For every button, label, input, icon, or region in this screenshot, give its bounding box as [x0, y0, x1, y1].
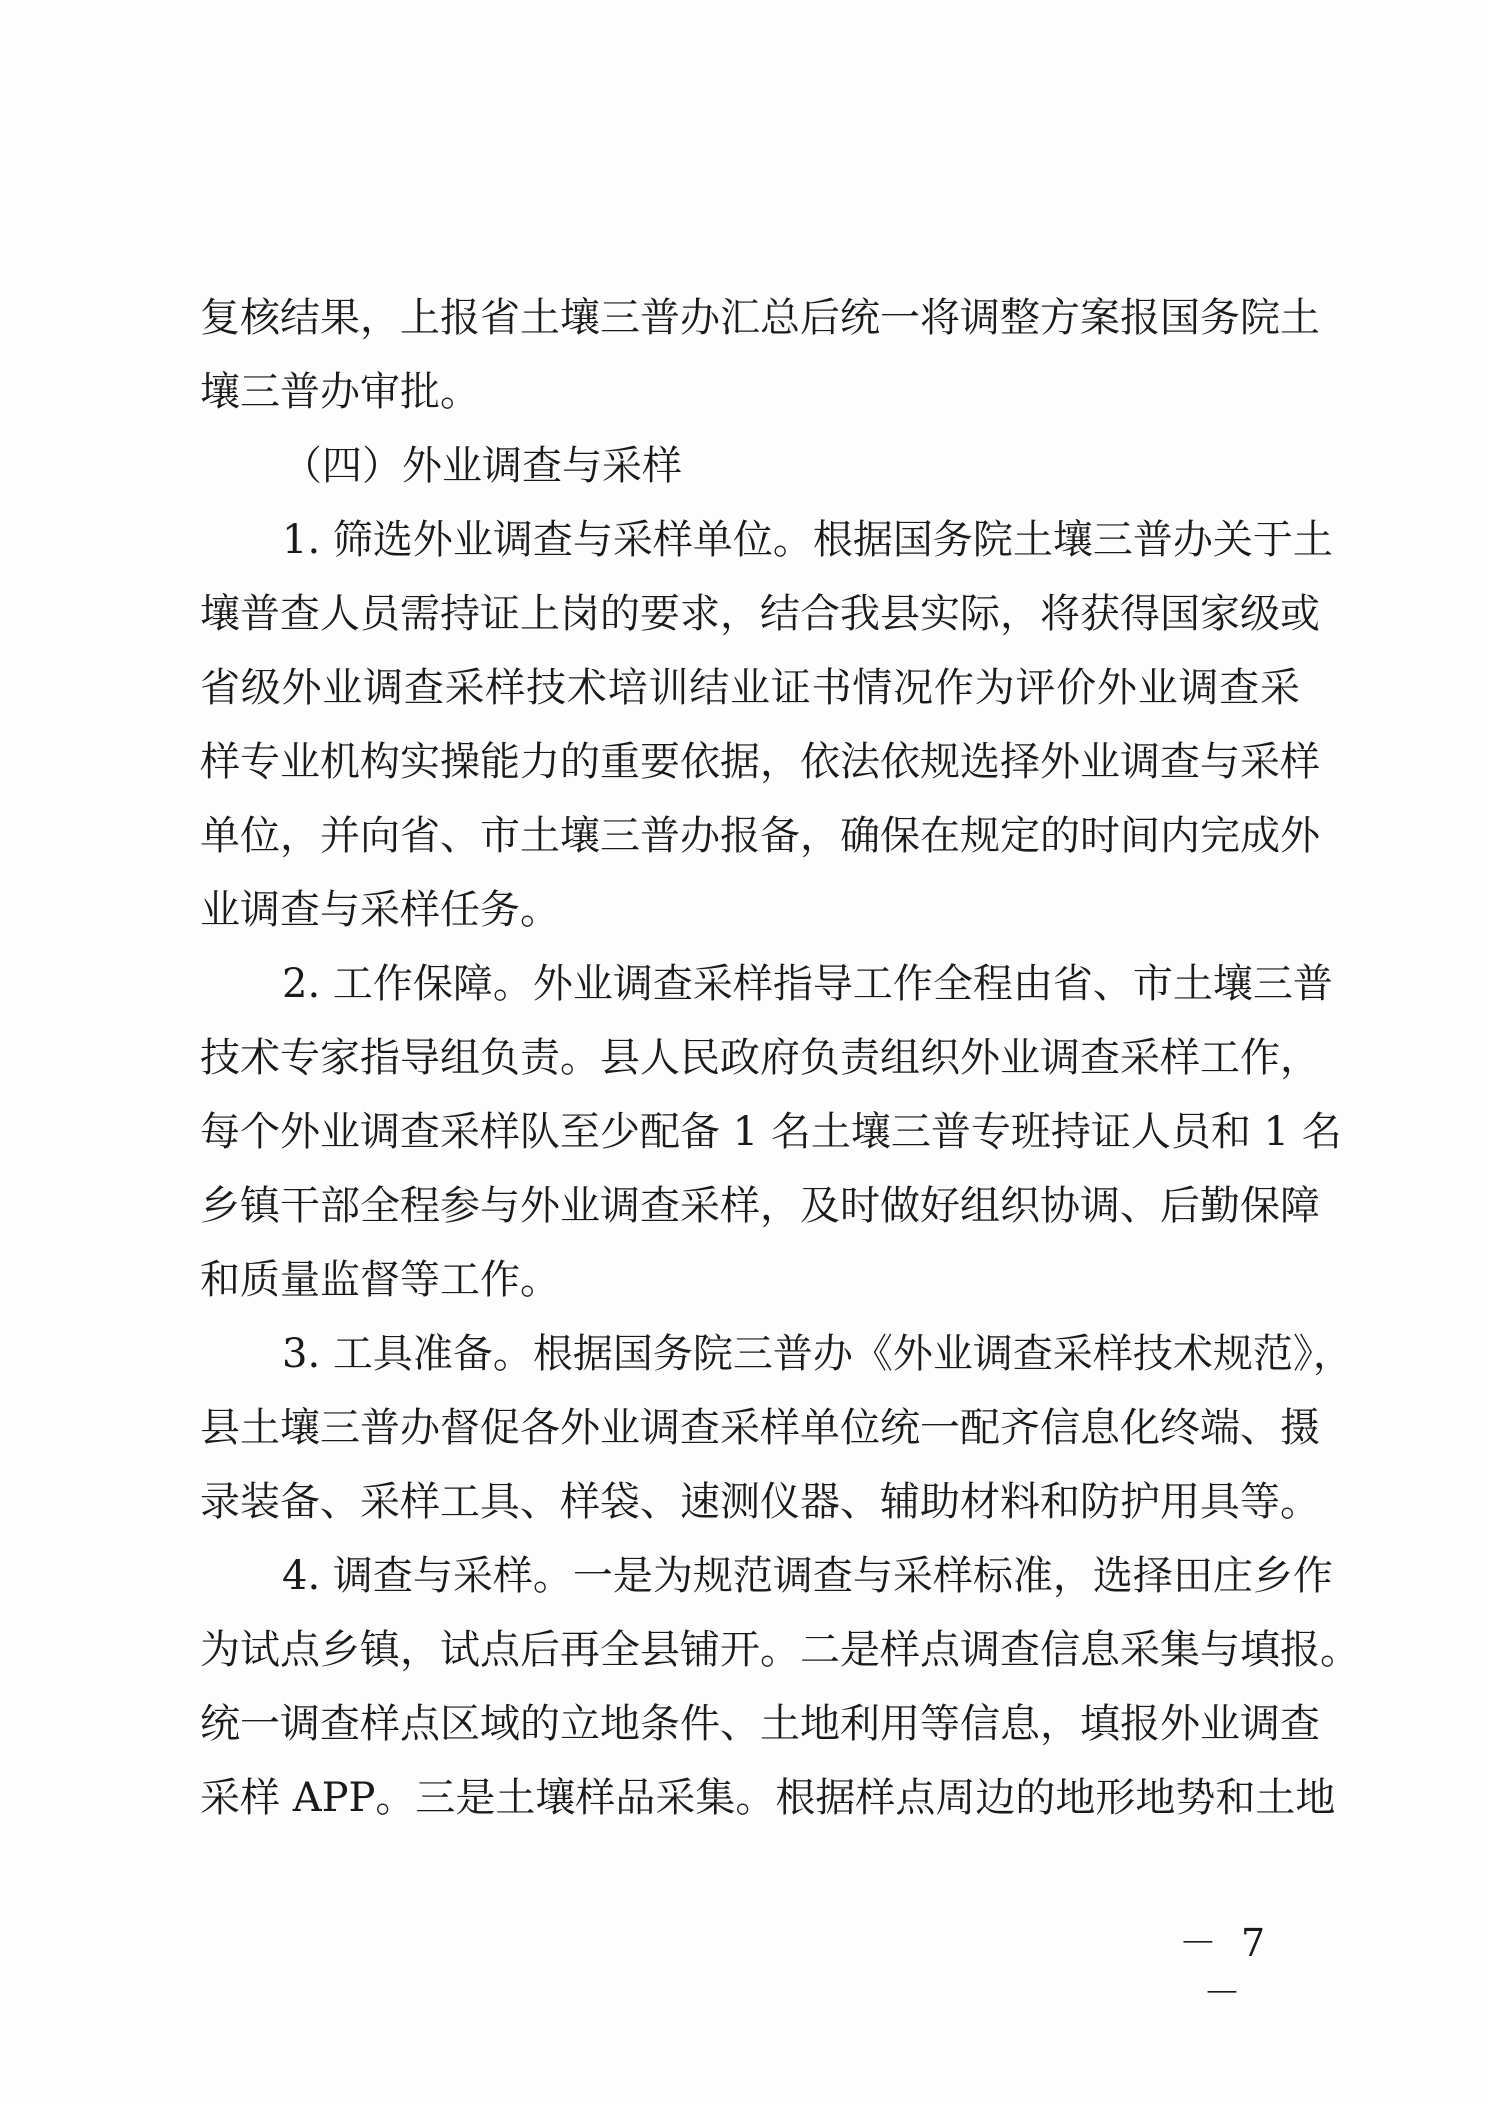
text-line: 为试点乡镇，试点后再全县铺开。二是样点调查信息采集与填报。	[200, 1627, 1360, 1673]
page-number: － 7 －	[1178, 1921, 1272, 2015]
text-line: 录装备、采样工具、样袋、速测仪器、辅助材料和防护用具等。	[200, 1479, 1320, 1525]
text-line: 省级外业调查采样技术培训结业证书情况作为评价外业调查采	[200, 665, 1300, 711]
text-line: 单位，并向省、市土壤三普办报备，确保在规定的时间内完成外	[200, 813, 1320, 859]
section-heading: （四）外业调查与采样	[282, 443, 682, 489]
text-line: 统一调查样点区域的立地条件、土地利用等信息，填报外业调查	[200, 1701, 1320, 1747]
text-line: 复核结果，上报省土壤三普办汇总后统一将调整方案报国务院土	[200, 295, 1320, 341]
text-line: 壤普查人员需持证上岗的要求，结合我县实际，将获得国家级或	[200, 591, 1320, 637]
text-line: 乡镇干部全程参与外业调查采样，及时做好组织协调、后勤保障	[200, 1183, 1320, 1229]
text-line: 1. 筛选外业调查与采样单位。根据国务院土壤三普办关于土	[282, 517, 1333, 563]
text-line: 2. 工作保障。外业调查采样指导工作全程由省、市土壤三普	[282, 961, 1333, 1007]
text-line: 县土壤三普办督促各外业调查采样单位统一配齐信息化终端、摄	[200, 1405, 1320, 1451]
text-line: 4. 调查与采样。一是为规范调查与采样标准，选择田庄乡作	[282, 1553, 1333, 1599]
text-line: 壤三普办审批。	[200, 369, 480, 415]
text-line: 采样 APP。三是土壤样品采集。根据样点周边的地形地势和土地	[200, 1775, 1336, 1821]
text-line: 业调查与采样任务。	[200, 887, 560, 933]
text-line: 技术专家指导组负责。县人民政府负责组织外业调查采样工作，	[200, 1035, 1320, 1081]
text-line: 每个外业调查采样队至少配备 1 名土壤三普专班持证人员和 1 名	[200, 1109, 1342, 1155]
text-line: 3. 工具准备。根据国务院三普办《外业调查采样技术规范》，	[282, 1331, 1353, 1377]
text-line: 和质量监督等工作。	[200, 1257, 560, 1303]
text-line: 样专业机构实操能力的重要依据，依法依规选择外业调查与采样	[200, 739, 1320, 785]
